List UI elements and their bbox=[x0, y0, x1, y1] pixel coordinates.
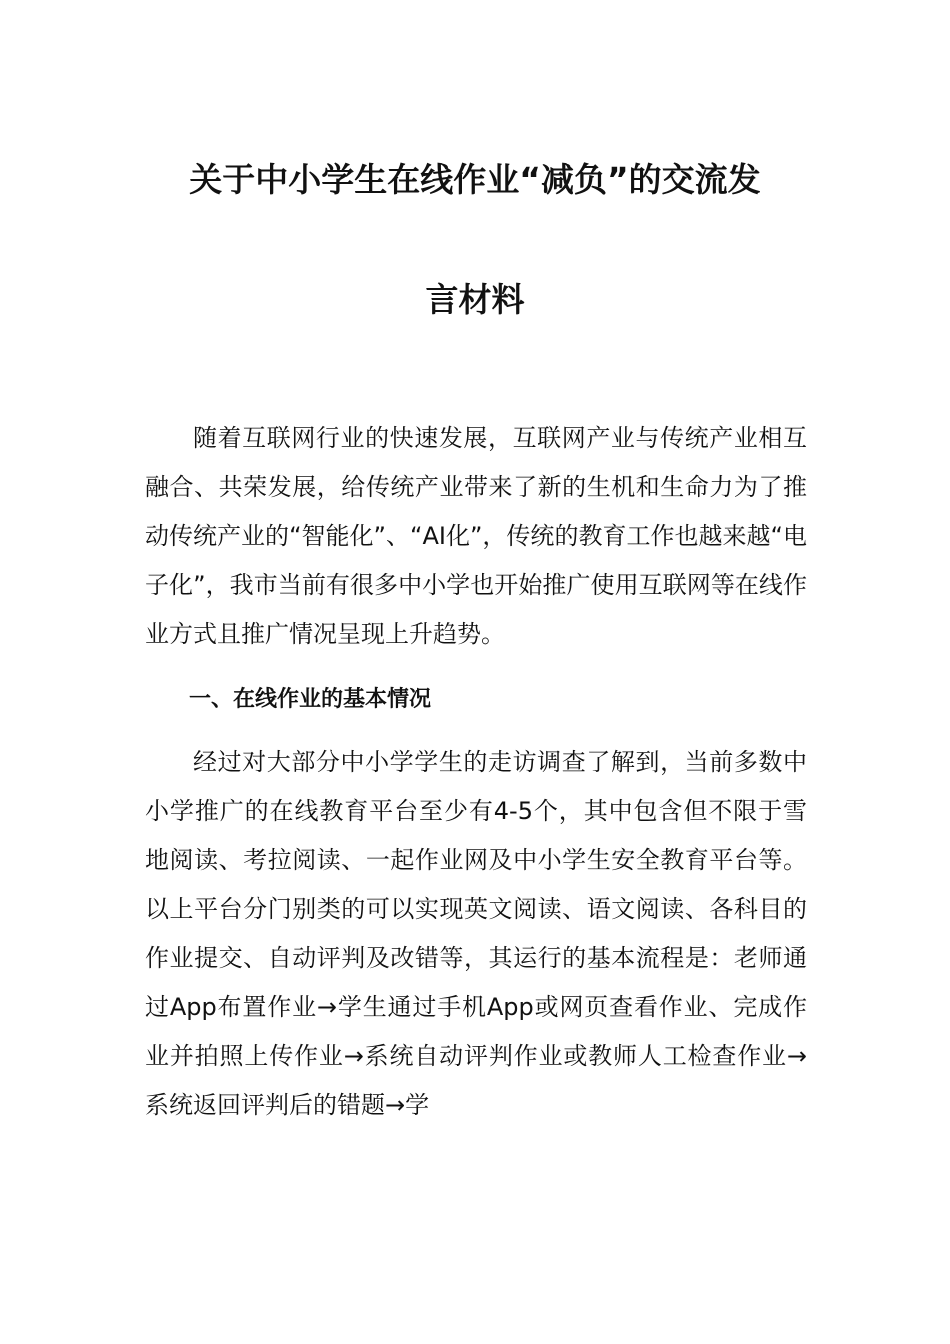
document-title-line-2: 言材料 bbox=[425, 280, 525, 319]
paragraph-1: 随着互联网行业的快速发展，互联网产业与传统产业相互融合、共荣发展，给传统产业带来了新的生机和生命力为了推动传统产业的“智能化”、“AI化”，传统的教育工作也越来越“电子化”，我市当前有很多中小学也开始推广使用互联网等在线作业方式且推广情况呈现上升趋势。 bbox=[145, 424, 807, 648]
document-title-line-1: 关于中小学生在线作业“减负”的交流发 bbox=[189, 160, 761, 199]
paragraph-2: 经过对大部分中小学学生的走访调查了解到，当前多数中小学推广的在线教育平台至少有4-5个，其中包含但不限于雪地阅读、考拉阅读、一起作业网及中小学生安全教育平台等。以上平台分门别类的可以实现英文阅读、语文阅读、各科目的作业提交、自动评判及改错等，其运行的基本流程是：老师通过App布置作业→学生通过手机App或网页查看作业、完成作业并拍照上传作业→系统自动评判作业或教师人工检查作业→系统返回评判后的错题→学 bbox=[145, 748, 807, 1119]
section-heading-block-1 bbox=[145, 675, 807, 724]
section-heading-1: 一、在线作业的基本情况 bbox=[189, 687, 432, 712]
paragraph-block-1 bbox=[145, 414, 807, 659]
paragraph-block-2 bbox=[145, 738, 807, 1130]
